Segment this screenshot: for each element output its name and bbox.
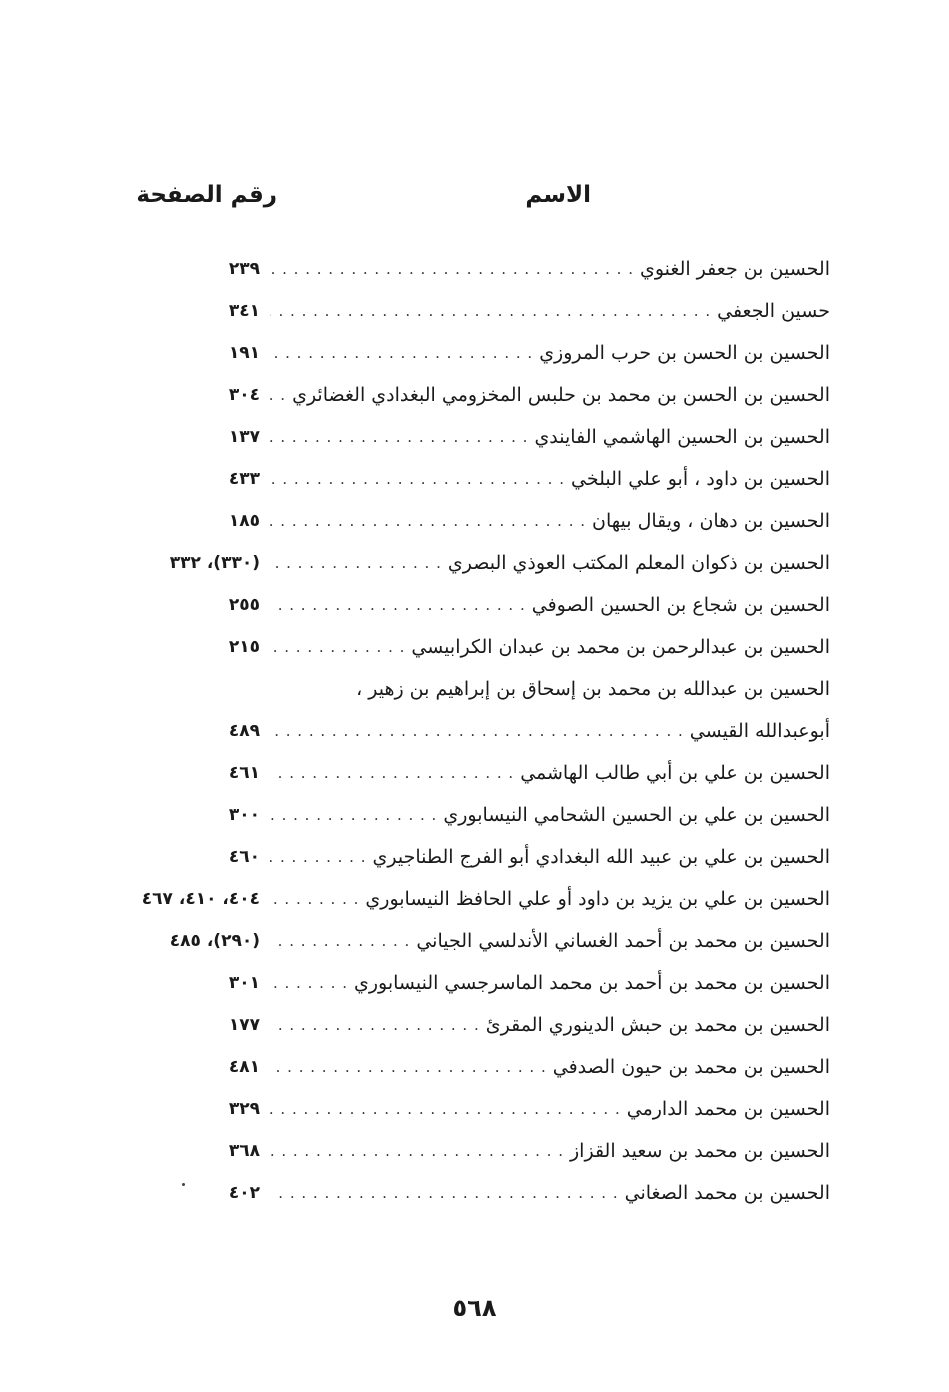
index-entry xyxy=(120,878,830,920)
entry-pages: ٤٨١ xyxy=(228,1057,260,1077)
entry-pages: ١٩١ xyxy=(228,343,260,363)
entry-pages: ٤٦١ xyxy=(228,763,260,783)
entry-name: الحسين بن محمد الصغاني xyxy=(619,1172,830,1214)
name-index-list xyxy=(120,248,830,1214)
column-header-name: الاسم xyxy=(525,182,591,208)
index-entry xyxy=(120,416,830,458)
entry-pages: ١٧٧ xyxy=(228,1015,260,1035)
entry-name: الحسين بن علي بن عبيد الله البغدادي أبو الفرج الطناجيري xyxy=(367,836,831,878)
dot-leader xyxy=(270,920,410,962)
dot-leader xyxy=(270,416,528,458)
dot-leader xyxy=(270,962,348,1004)
index-entry xyxy=(120,248,830,290)
entry-pages: ٣٤١ xyxy=(228,301,260,321)
entry-name: حسين الجعفي xyxy=(711,290,830,332)
dot-leader xyxy=(270,542,442,584)
entry-name: الحسين بن علي بن أبي طالب الهاشمي xyxy=(514,752,830,794)
entry-pages: (٢٩٠)، ٤٨٥ xyxy=(169,931,260,951)
entry-pages: ٣٦٨ xyxy=(228,1141,260,1161)
entry-pages: ١٨٥ xyxy=(228,511,260,531)
entry-pages: ٢٣٩ xyxy=(228,259,260,279)
entry-pages: ٣٠٠ xyxy=(228,805,260,825)
dot-leader xyxy=(270,332,533,374)
index-entry xyxy=(120,1046,830,1088)
dot-leader xyxy=(270,374,286,416)
entry-name: الحسين بن جعفر الغنوي xyxy=(634,248,830,290)
dot-leader xyxy=(270,458,565,500)
entry-pages: ١٣٧ xyxy=(228,427,260,447)
dot-leader xyxy=(270,584,526,626)
entry-name: الحسين بن داود ، أبو علي البلخي xyxy=(565,458,830,500)
entry-pages: ٣٠١ xyxy=(228,973,260,993)
index-entry-continued xyxy=(120,668,830,710)
entry-pages: ٤٨٩ xyxy=(228,721,260,741)
index-entry xyxy=(120,794,830,836)
dot-leader xyxy=(270,1004,480,1046)
dot-leader xyxy=(270,1046,547,1088)
entry-pages: ٤٦٠ xyxy=(228,847,260,867)
entry-name: الحسين بن شجاع بن الحسين الصوفي xyxy=(526,584,830,626)
entry-pages: ٢١٥ xyxy=(228,637,260,657)
index-entry xyxy=(120,920,830,962)
entry-name: الحسين بن الحسن بن محمد بن حلبس المخزومي البغدادي الغضائري xyxy=(286,374,830,416)
entry-pages: ٣٠٤ xyxy=(228,385,260,405)
index-entry xyxy=(120,752,830,794)
entry-name: أبوعبدالله القيسي xyxy=(684,710,830,752)
index-entry xyxy=(120,626,830,668)
entry-name: الحسين بن عبدالرحمن بن محمد بن عبدان الكرابيسي xyxy=(405,626,830,668)
entry-name: الحسين بن عبدالله بن محمد بن إسحاق بن إبراهيم بن زهير ، xyxy=(350,668,830,710)
index-entry xyxy=(120,542,830,584)
dot-leader xyxy=(270,836,367,878)
entry-name: الحسين بن محمد بن سعيد القزاز xyxy=(564,1130,830,1172)
index-entry xyxy=(120,836,830,878)
index-entry xyxy=(120,1004,830,1046)
dot-leader xyxy=(270,290,711,332)
index-entry xyxy=(120,374,830,416)
dot-leader xyxy=(270,248,634,290)
index-entry xyxy=(120,500,830,542)
index-entry xyxy=(120,458,830,500)
entry-pages: ٣٢٩ xyxy=(228,1099,260,1119)
index-entry xyxy=(120,1130,830,1172)
entry-name: الحسين بن محمد بن حبش الدينوري المقرئ xyxy=(480,1004,830,1046)
dot-leader xyxy=(270,626,405,668)
stray-mark xyxy=(182,1183,185,1186)
entry-pages: ٢٥٥ xyxy=(228,595,260,615)
index-entry xyxy=(120,290,830,332)
index-entry xyxy=(120,584,830,626)
entry-name: الحسين بن محمد بن أحمد بن محمد الماسرجسي النيسابوري xyxy=(348,962,830,1004)
dot-leader xyxy=(270,1172,619,1214)
entry-name: الحسين بن محمد بن حيون الصدفي xyxy=(547,1046,830,1088)
page-number: ٥٦٨ xyxy=(452,1294,497,1322)
dot-leader xyxy=(270,500,586,542)
entry-name: الحسين بن ذكوان المعلم المكتب العوذي البصري xyxy=(442,542,830,584)
index-entry xyxy=(120,1088,830,1130)
entry-name: الحسين بن دهان ، ويقال بيهان xyxy=(586,500,830,542)
dot-leader xyxy=(270,710,684,752)
entry-pages: ٤٠٤، ٤١٠، ٤٦٧ xyxy=(141,889,260,909)
dot-leader xyxy=(270,668,350,710)
index-entry xyxy=(120,962,830,1004)
index-entry xyxy=(120,710,830,752)
entry-pages: ٤٠٢ xyxy=(228,1183,260,1203)
dot-leader xyxy=(270,1130,564,1172)
dot-leader xyxy=(270,752,514,794)
column-header-page-number: رقم الصفحة xyxy=(136,182,277,208)
entry-pages: ٤٣٣ xyxy=(228,469,260,489)
index-entry xyxy=(120,332,830,374)
entry-pages: (٣٣٠)، ٣٣٢ xyxy=(169,553,260,573)
entry-name: الحسين بن محمد بن أحمد الغساني الأندلسي الجياني xyxy=(410,920,830,962)
index-entry xyxy=(120,1172,830,1214)
entry-name: الحسين بن محمد الدارمي xyxy=(621,1088,830,1130)
entry-name: الحسين بن الحسن بن حرب المروزي xyxy=(533,332,830,374)
entry-name: الحسين بن الحسين الهاشمي الفايندي xyxy=(528,416,830,458)
dot-leader xyxy=(270,878,359,920)
dot-leader xyxy=(270,794,437,836)
dot-leader xyxy=(270,1088,621,1130)
entry-name: الحسين بن علي بن الحسين الشحامي النيسابوري xyxy=(437,794,830,836)
entry-name: الحسين بن علي بن يزيد بن داود أو علي الحافظ النيسابوري xyxy=(359,878,830,920)
